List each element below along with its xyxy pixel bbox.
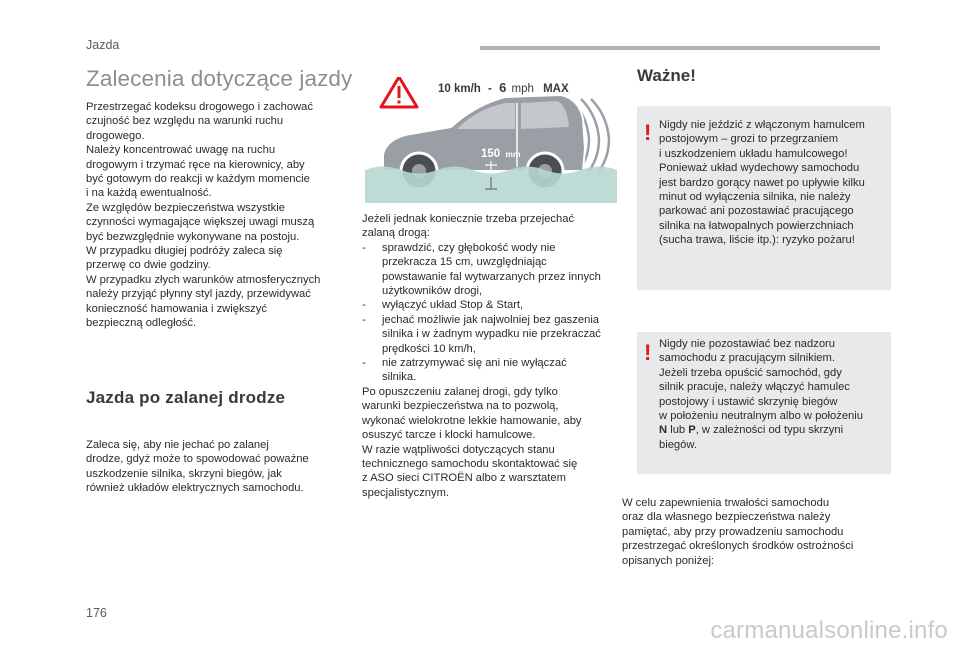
list-line: powstawanie fal wytwarzanych przez innych [382,270,601,283]
instruction-intro: Jeżeli jednak koniecznie trzeba przejechać [362,213,575,225]
list-dash: - [362,313,366,326]
gear-tail: , w zależności od typu skrzyni [695,424,844,437]
flooded-line: uszkodzenie silnika, skrzyni biegów, jak [86,467,282,480]
list-line: nie zatrzymywać się ani nie wyłączać [382,357,567,370]
intro-line: być bezwzględnie wykonywane na postoju. [86,230,300,243]
warning-line: (sucha trawa, liście itp.): ryzyko pożaru! [659,234,855,247]
warning-line: minut od wyłączenia silnika, nie należy [659,191,851,204]
intro-line: czujność bez względu na warunki ruchu [86,115,284,128]
warning-box-parking-brake [637,106,891,290]
after-line: osuszyć tarcze i klocki hamulcowe. [362,429,536,442]
svg-text:10 km/h - 6 mph [438,80,569,95]
warning-line: biegów. [659,438,697,451]
instruction-intro: zalaną drogą: [362,227,430,240]
list-dash: - [362,299,366,312]
intro-line: Należy koncentrować uwagę na ruchu [86,144,276,157]
warning-line: silnika na łatwopalnych powierzchniach [659,219,854,232]
intro-line: przerwę co dwie godziny. [86,259,211,272]
after-line: Po opuszczeniu zalanej drogi, gdy tylko [362,385,558,398]
list-line: jechać możliwie jak najwolniej bez gaszenia [382,313,600,326]
list-line: silnika i w żadnym wypadku nie przekraczać [382,328,601,341]
warning-line: w położeniu neutralnym albo w położeniu [659,410,863,423]
warning-exclamation-icon: ! [644,340,652,365]
watermark: carmanualsonline.info [710,617,948,644]
after-line: technicznego samochodu skontaktować się [362,457,578,470]
important-heading: Ważne! [637,66,696,85]
flooded-road-text [86,438,348,496]
flooded-road-instructions [362,212,624,500]
intro-line: konieczność hamowania i zwiększyć [86,302,267,315]
list-line: prędkości 10 km/h, [382,342,476,355]
list-line: użytkowników drogi, [382,285,483,298]
list-line: przekracza 15 cm, uwzględniając [382,256,547,269]
gear-n: N [659,424,668,437]
gear-or: lub [667,424,689,437]
flooded-line: Zaleca się, aby nie jechać po zalanej [86,439,269,451]
intro-line: bezpieczną odległość. [86,317,197,330]
closing-line: przestrzegać określonych środków ostrożności [622,540,854,553]
speed-mph-number: 6 [499,80,507,95]
closing-line: pamiętać, aby przy prowadzeniu samochodu [622,525,844,538]
warning-line: Nigdy nie jeździć z włączonym hamulcem [659,119,865,131]
flooded-road-heading: Jazda po zalanej drodze [86,388,286,407]
closing-line: oraz dla własnego bezpieczeństwa należy [622,511,831,524]
speed-dash: - [488,83,492,95]
warning-line: postojowy i ustawić skrzynię biegów [659,395,838,408]
warning-box-unattended [637,332,891,474]
intro-line: Ze względów bezpieczeństwa wszystkie [86,201,285,214]
depth-unit: mm [505,149,521,159]
list-item [362,313,624,356]
warning-triangle-icon [381,77,417,107]
warning-line: samochodu z pracującym silnikiem. [659,352,835,365]
warning-line: Nigdy nie pozostawiać bez nadzoru [659,338,835,350]
section-label: Jazda [86,38,120,52]
warning-line: silnik pracuje, należy włączyć hamulec [659,381,850,394]
warning-line: parkować ani pozostawiać pracującego [659,205,854,218]
warning-exclamation-icon: ! [644,120,652,145]
closing-line: W celu zapewnienia trwałości samochodu [622,497,830,509]
header-rule [480,46,880,50]
list-item [362,298,624,312]
intro-line: czynności wymagające większej uwagi muszą [86,216,315,229]
speed-max: MAX [543,83,569,95]
depth-number: 150 [481,148,501,160]
intro-line: być gotowym do reakcji w każdym momencie [86,173,310,186]
warning-line [659,423,863,437]
speed-mph-unit: mph [511,83,534,95]
closing-line: opisanych poniżej: [622,554,715,567]
intro-line: drogowego. [86,129,145,142]
intro-line: W przypadku długiej podróży zaleca się [86,245,283,258]
list-item [362,241,624,299]
intro-line: drogowym i trzymać ręce na kierownicy, aby [86,158,305,171]
warning-line: jest bardzo gorący nawet po upływie kilku [659,176,865,189]
intro-line: Przestrzegać kodeksu drogowego i zachować [86,101,313,113]
warning-line: i uszkodzeniem układu hamulcowego! [659,147,848,160]
after-line: W razie wątpliwości dotyczących stanu [362,443,555,456]
flooded-road-illustration [365,77,617,207]
warning-line: postojowym – grozi to przegrzaniem [659,133,839,146]
list-dash: - [362,241,366,254]
warning-line: Jeżeli trzeba opuścić samochód, gdy [659,366,842,379]
warning-text [659,118,865,248]
after-line: specjalistycznym. [362,486,450,499]
intro-line: W przypadku złych warunków atmosferycznych [86,273,321,286]
after-line: z ASO sieci CITROËN albo z warsztatem [362,472,566,485]
closing-text [622,496,892,568]
page-number: 176 [86,606,107,620]
list-item [362,356,624,385]
speed-kmh: 10 km/h [438,83,481,95]
intro-line: należy przyjąć płynny styl jazdy, przewidywać [86,288,311,301]
gear-p: P [688,424,696,437]
flooded-line: również układów elektrycznych samochodu. [86,482,304,495]
intro-text [86,100,348,331]
page-title: Zalecenia dotyczące jazdy [86,66,353,91]
list-line: silnika. [382,371,417,384]
warning-line: Ponieważ układ wydechowy samochodu [659,162,860,175]
after-line: wykonać wielokrotne lekkie hamowanie, aby [362,414,582,427]
list-line: sprawdzić, czy głębokość wody nie [382,241,556,254]
flooded-line: drodze, gdyż może to spowodować poważne [86,453,309,466]
svg-text:150 mm [481,148,521,160]
intro-line: i na każdą ewentualność. [86,187,212,200]
list-dash: - [362,357,366,370]
after-line: warunki bezpieczeństwa na to pozwolą, [362,400,559,413]
warning-text [659,337,863,452]
list-line: wyłączyć układ Stop & Start, [382,299,524,312]
